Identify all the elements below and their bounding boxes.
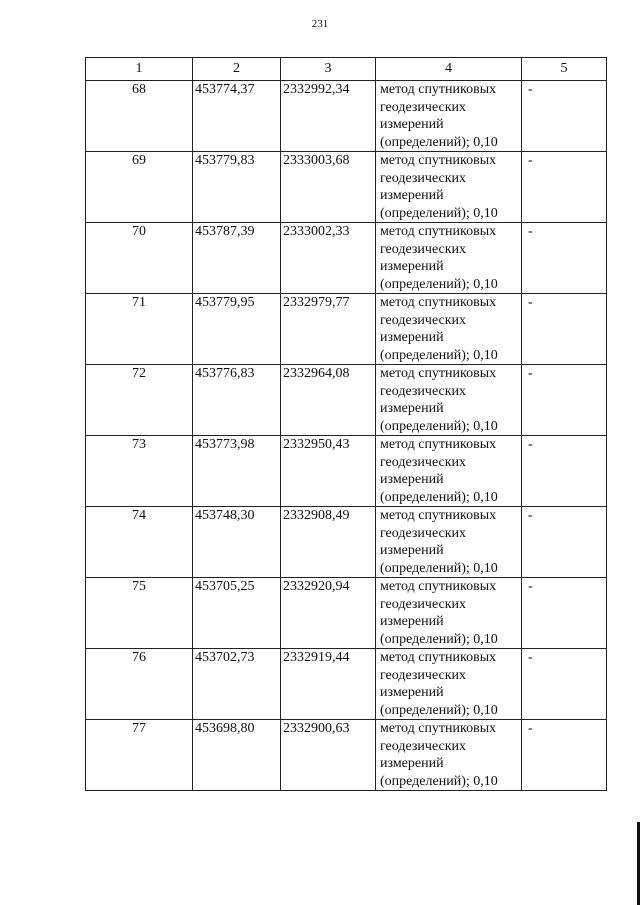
point-number: 76 (86, 649, 193, 720)
point-number: 73 (86, 436, 193, 507)
coordinate-x: 453748,30 (193, 507, 281, 578)
page-number: 231 (311, 18, 329, 30)
note: - (522, 81, 607, 152)
measurement-method: метод спутниковых геодезических измерений (определений); 0,10 (376, 81, 522, 152)
measurement-method: метод спутниковых геодезических измерений (определений); 0,10 (376, 578, 522, 649)
column-header-5: 5 (522, 58, 607, 81)
measurement-method: метод спутниковых геодезических измерений (определений); 0,10 (376, 436, 522, 507)
note: - (522, 294, 607, 365)
table-row (86, 81, 607, 152)
measurement-method: метод спутниковых геодезических измерений (определений); 0,10 (376, 507, 522, 578)
note: - (522, 649, 607, 720)
coordinate-x: 453776,83 (193, 365, 281, 436)
coordinate-x: 453773,98 (193, 436, 281, 507)
coordinate-y: 2332920,94 (281, 578, 376, 649)
note: - (522, 578, 607, 649)
coordinate-y: 2333003,68 (281, 152, 376, 223)
table-body (86, 81, 607, 791)
coordinate-y: 2332950,43 (281, 436, 376, 507)
point-number: 74 (86, 507, 193, 578)
table-row (86, 649, 607, 720)
measurement-method: метод спутниковых геодезических измерений (определений); 0,10 (376, 720, 522, 791)
point-number: 72 (86, 365, 193, 436)
measurement-method: метод спутниковых геодезических измерений (определений); 0,10 (376, 365, 522, 436)
coordinates-table (85, 57, 607, 791)
column-header-4: 4 (376, 58, 522, 81)
table-row (86, 223, 607, 294)
note: - (522, 720, 607, 791)
point-number: 77 (86, 720, 193, 791)
coordinate-y: 2333002,33 (281, 223, 376, 294)
measurement-method: метод спутниковых геодезических измерений (определений); 0,10 (376, 223, 522, 294)
note: - (522, 436, 607, 507)
table-row (86, 720, 607, 791)
table-row (86, 365, 607, 436)
coordinate-x: 453787,39 (193, 223, 281, 294)
note: - (522, 365, 607, 436)
coordinate-x: 453774,37 (193, 81, 281, 152)
coordinate-y: 2332964,08 (281, 365, 376, 436)
note: - (522, 152, 607, 223)
coordinate-x: 453779,83 (193, 152, 281, 223)
coordinate-x: 453705,25 (193, 578, 281, 649)
point-number: 69 (86, 152, 193, 223)
point-number: 75 (86, 578, 193, 649)
point-number: 71 (86, 294, 193, 365)
point-number: 70 (86, 223, 193, 294)
table-row (86, 578, 607, 649)
coordinate-x: 453698,80 (193, 720, 281, 791)
table-row (86, 436, 607, 507)
measurement-method: метод спутниковых геодезических измерений (определений); 0,10 (376, 294, 522, 365)
table-header (86, 58, 607, 81)
measurement-method: метод спутниковых геодезических измерений (определений); 0,10 (376, 649, 522, 720)
table-row (86, 294, 607, 365)
header-row (86, 58, 607, 81)
coordinate-y: 2332992,34 (281, 81, 376, 152)
coordinate-x: 453779,95 (193, 294, 281, 365)
note: - (522, 223, 607, 294)
note: - (522, 507, 607, 578)
measurement-method: метод спутниковых геодезических измерений (определений); 0,10 (376, 152, 522, 223)
coordinate-y: 2332979,77 (281, 294, 376, 365)
column-header-2: 2 (193, 58, 281, 81)
table-row (86, 507, 607, 578)
column-header-1: 1 (86, 58, 193, 81)
point-number: 68 (86, 81, 193, 152)
coordinate-y: 2332900,63 (281, 720, 376, 791)
coordinate-y: 2332919,44 (281, 649, 376, 720)
column-header-3: 3 (281, 58, 376, 81)
table-row (86, 152, 607, 223)
coordinate-x: 453702,73 (193, 649, 281, 720)
coordinate-y: 2332908,49 (281, 507, 376, 578)
